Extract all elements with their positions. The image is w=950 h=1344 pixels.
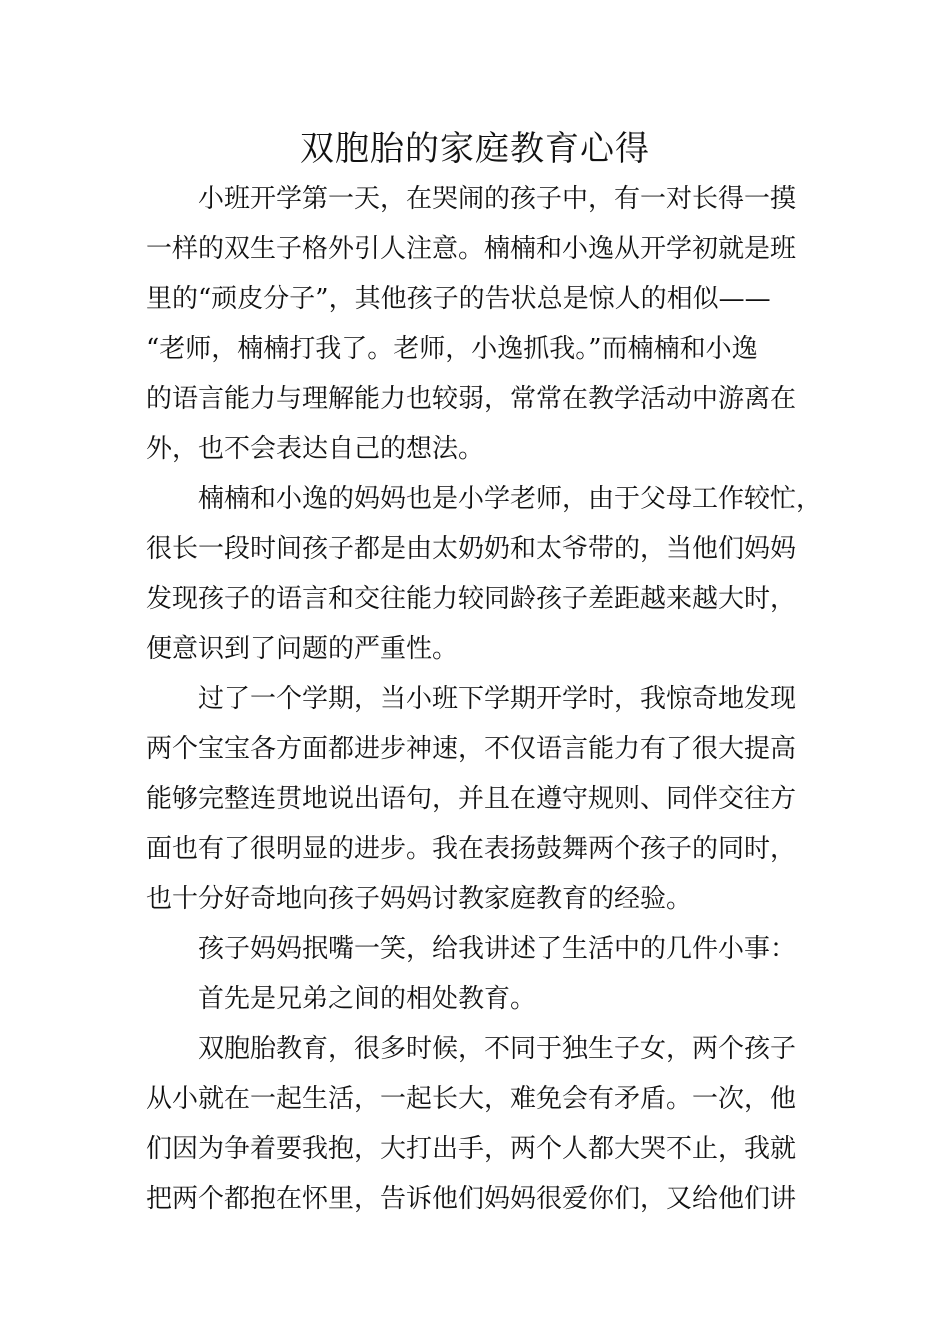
text-line: 双胞胎教育，很多时候，不同于独生子女，两个孩子	[198, 1034, 797, 1064]
text-line: 孩子妈妈抿嘴一笑，给我讲述了生活中的几件小事：	[198, 934, 797, 964]
document-title: 双胞胎的家庭教育心得	[300, 129, 650, 169]
text-line: 们因为争着要我抱，大打出手，两个人都大哭不止，我就	[146, 1134, 797, 1164]
text-line: 小班开学第一天，在哭闹的孩子中，有一对长得一摸	[198, 184, 797, 214]
text-line: 也十分好奇地向孩子妈妈讨教家庭教育的经验。	[146, 884, 693, 914]
text-line: 外，也不会表达自己的想法。	[146, 434, 485, 464]
text-line: 从小就在一起生活，一起长大，难免会有矛盾。一次，他	[146, 1084, 797, 1114]
text-line: 能够完整连贯地说出语句，并且在遵守规则、同伴交往方	[146, 784, 797, 814]
text-line: 过了一个学期，当小班下学期开学时，我惊奇地发现	[198, 684, 797, 714]
text-line: “老师，楠楠打我了。老师，小逸抓我。”而楠楠和小逸	[146, 334, 758, 364]
text-line: 便意识到了问题的严重性。	[146, 634, 459, 664]
text-line: 一样的双生子格外引人注意。楠楠和小逸从开学初就是班	[146, 234, 797, 264]
text-line: 首先是兄弟之间的相处教育。	[198, 984, 537, 1014]
text-line: 面也有了很明显的进步。我在表扬鼓舞两个孩子的同时，	[146, 834, 797, 864]
text-line: 的语言能力与理解能力也较弱，常常在教学活动中游离在	[146, 384, 797, 414]
text-line: 里的“顽皮分子”，其他孩子的告状总是惊人的相似——	[146, 284, 771, 314]
text-line: 很长一段时间孩子都是由太奶奶和太爷带的，当他们妈妈	[146, 534, 797, 564]
text-line: 两个宝宝各方面都进步神速，不仅语言能力有了很大提高	[146, 734, 797, 764]
text-line: 把两个都抱在怀里，告诉他们妈妈很爱你们，又给他们讲	[146, 1184, 797, 1214]
text-line: 发现孩子的语言和交往能力较同龄孩子差距越来越大时，	[146, 584, 797, 614]
text-line: 楠楠和小逸的妈妈也是小学老师，由于父母工作较忙，	[198, 484, 823, 514]
